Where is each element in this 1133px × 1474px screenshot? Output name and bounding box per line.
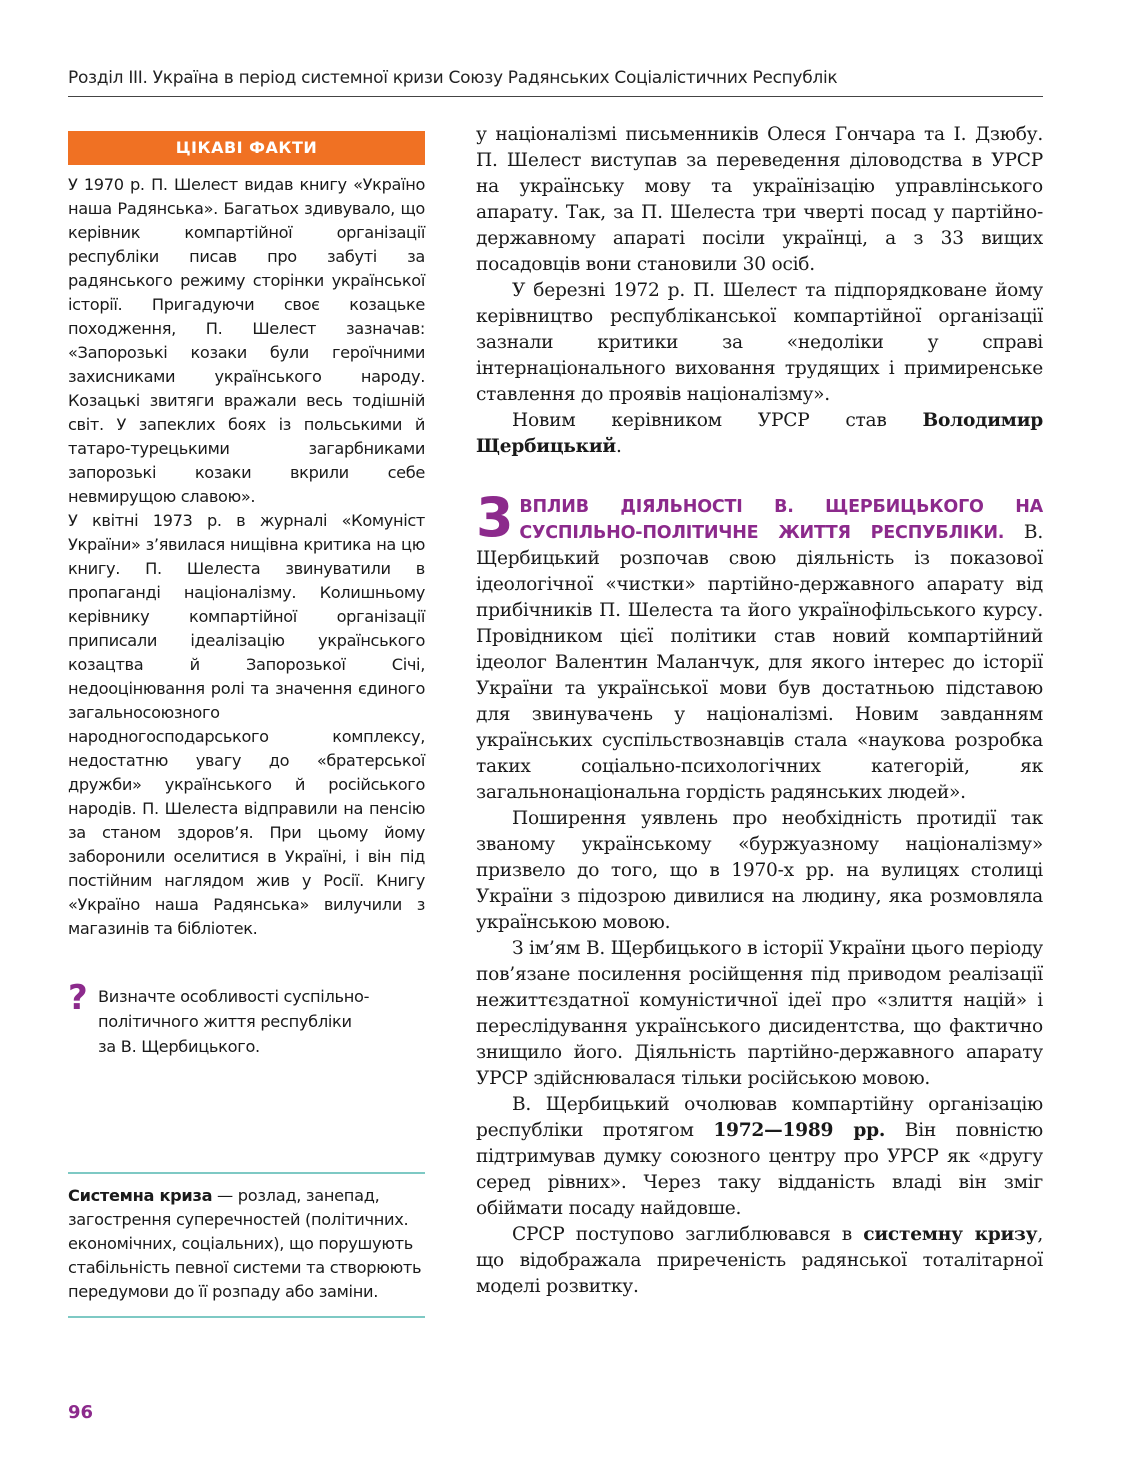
text-run: СРСР поступово заглиблювався в [512, 1224, 864, 1245]
text-run: Новим керівником УРСР став [512, 410, 923, 431]
question-line: політичного життя республіки [98, 1012, 352, 1031]
bold-dates: 1972—1989 рр. [713, 1120, 886, 1141]
running-title: Розділ ІІІ. Україна в період системної кризи Союзу Радянських Соціалістичних Республік [68, 68, 838, 88]
facts-title: ЦІКАВІ ФАКТИ [68, 131, 425, 165]
paragraph [476, 408, 1043, 460]
text-run: , що відображала приреченість радянської тоталітарної моделі розвитку. [476, 1224, 1043, 1297]
facts-paragraph: У квітні 1973 р. в журналі «Комуніст України» з’явилася нищівна критика на цю книгу. П. Шелеста звинуватили в пропаганді націоналізму. Колишньому керівнику компартійної організації приписали ідеалізацію українського козацтва й Запорозької Січі, недооцінювання ролі та значення єдиного загальносоюзного народногосподарського комплексу, недостатню увагу до «братерської дружби» українського й російського народів. П. Шелеста відправили на пенсію за станом здоров’я. При цьому йому заборонили оселитися в Україні, і він під постійним наглядом жив у Росії. Книгу «Україно наша Радянська» вилучили з магазинів та бібліотек. [68, 511, 425, 938]
definition-term: Системна криза [68, 1186, 213, 1205]
facts-box [68, 131, 425, 941]
paragraph: З ім’ям В. Щербицького в історії України цього періоду пов’язане посилення російщення під приводом реалізації нежиттєздатної комуністичної ідеї про «злиття націй» і переслідування українського дисидентства, що фактично знищило його. Діяльність партійно-державного апарату УРСР здійснювалася тільки російською мовою. [476, 938, 1043, 1089]
section-text: В. Щербицький розпочав свою діяльність із показової ідеологічної «чистки» партійно-державного апарату від прибічників П. Шелеста та його українофільського курсу. Провідником цієї політики став новий компартійний ідеолог Валентин Маланчук, для якого інтерес до історії України та української мови був достатньою підставою для звинувачень у націоналізмі. Новим завданням українських суспільствознавців стала «наукова розробка таких соціально-психологічних категорій, як загальнонаціональна гордість радянських людей». [476, 522, 1043, 803]
paragraph [476, 1092, 1043, 1222]
question-line: за В. Щербицького. [98, 1037, 260, 1056]
definition-text: — розлад, занепад, загострення суперечностей (політичних. економічних, соціальних), що порушують стабільність певної системи та створюють передумови до її розпаду або заміни. [68, 1186, 422, 1301]
paragraph: у націоналізмі письменників Олеся Гончара та І. Дзюбу. П. Шелест виступав за переведення діловодства в УРСР на українську мову та українізацію управлінського апарату. Так, за П. Шелеста три чверті посад у партійно-державному апараті посіли українці, а з 33 вищих посадовців вони становили 30 осіб. [476, 124, 1043, 275]
bold-name: Володимир Щербицький [476, 410, 1043, 457]
paragraph [476, 1222, 1043, 1300]
question-mark-icon: ? [68, 978, 88, 1018]
section-3 [476, 486, 1043, 806]
section-paragraph [476, 486, 1043, 806]
question-line: Визначте особливості суспільно- [98, 987, 370, 1006]
text-run: Він повністю підтримував думку союзного центру про УРСР як «другу серед рівних». Через таку відданість владі він зміг обіймати посаду найдовше. [476, 1120, 1043, 1219]
bold-term: системну кризу [863, 1224, 1038, 1245]
page-number: 96 [68, 1402, 94, 1423]
main-text [476, 122, 1043, 1300]
paragraph: Поширення уявлень про необхідність протидії так званому українському «буржуазному націоналізму» призвело до того, що в 1970-х рр. на вулицях столиці України з підозрою дивилися на людину, яка розмовляла українською мовою. [476, 808, 1043, 933]
section-number: 3 [476, 486, 514, 549]
question-block [68, 978, 425, 1059]
question-text [98, 984, 425, 1059]
section-title: ВПЛИВ ДІЯЛЬНОСТІ В. ЩЕРБИЦЬКОГО НА СУСПІЛЬНО-ПОЛІТИЧНЕ ЖИТТЯ РЕСПУБЛІКИ. [519, 497, 1043, 543]
facts-paragraph: У 1970 р. П. Шелест видав книгу «Україно наша Радянська». Багатьох здивувало, що керівник компартійної організації республіки писав про забуті за радянського режиму сторінки української історії. Пригадуючи своє козацьке походження, П. Шелест зазначав: «Запорозькі козаки були героїчними захисниками українського народу. Козацькі звитяги вражали весь тодішній світ. У запеклих боях із польськими й татаро-турецькими загарбниками запорозькі козаки вкрили себе невмирущою славою». [68, 175, 425, 506]
running-header [68, 64, 1043, 97]
text-run: В. Щербицький очолював компартійну організацію республіки протягом [476, 1094, 1043, 1141]
facts-body [68, 173, 425, 941]
paragraph: У березні 1972 р. П. Шелест та підпорядковане йому керівництво республіканської компартійної організації зазнали критики за «недоліки у справі інтернаціонального виховання трудящих і примиренське ставлення до проявів націоналізму». [476, 280, 1043, 405]
text-run: . [615, 436, 622, 457]
definition-box [68, 1172, 425, 1318]
